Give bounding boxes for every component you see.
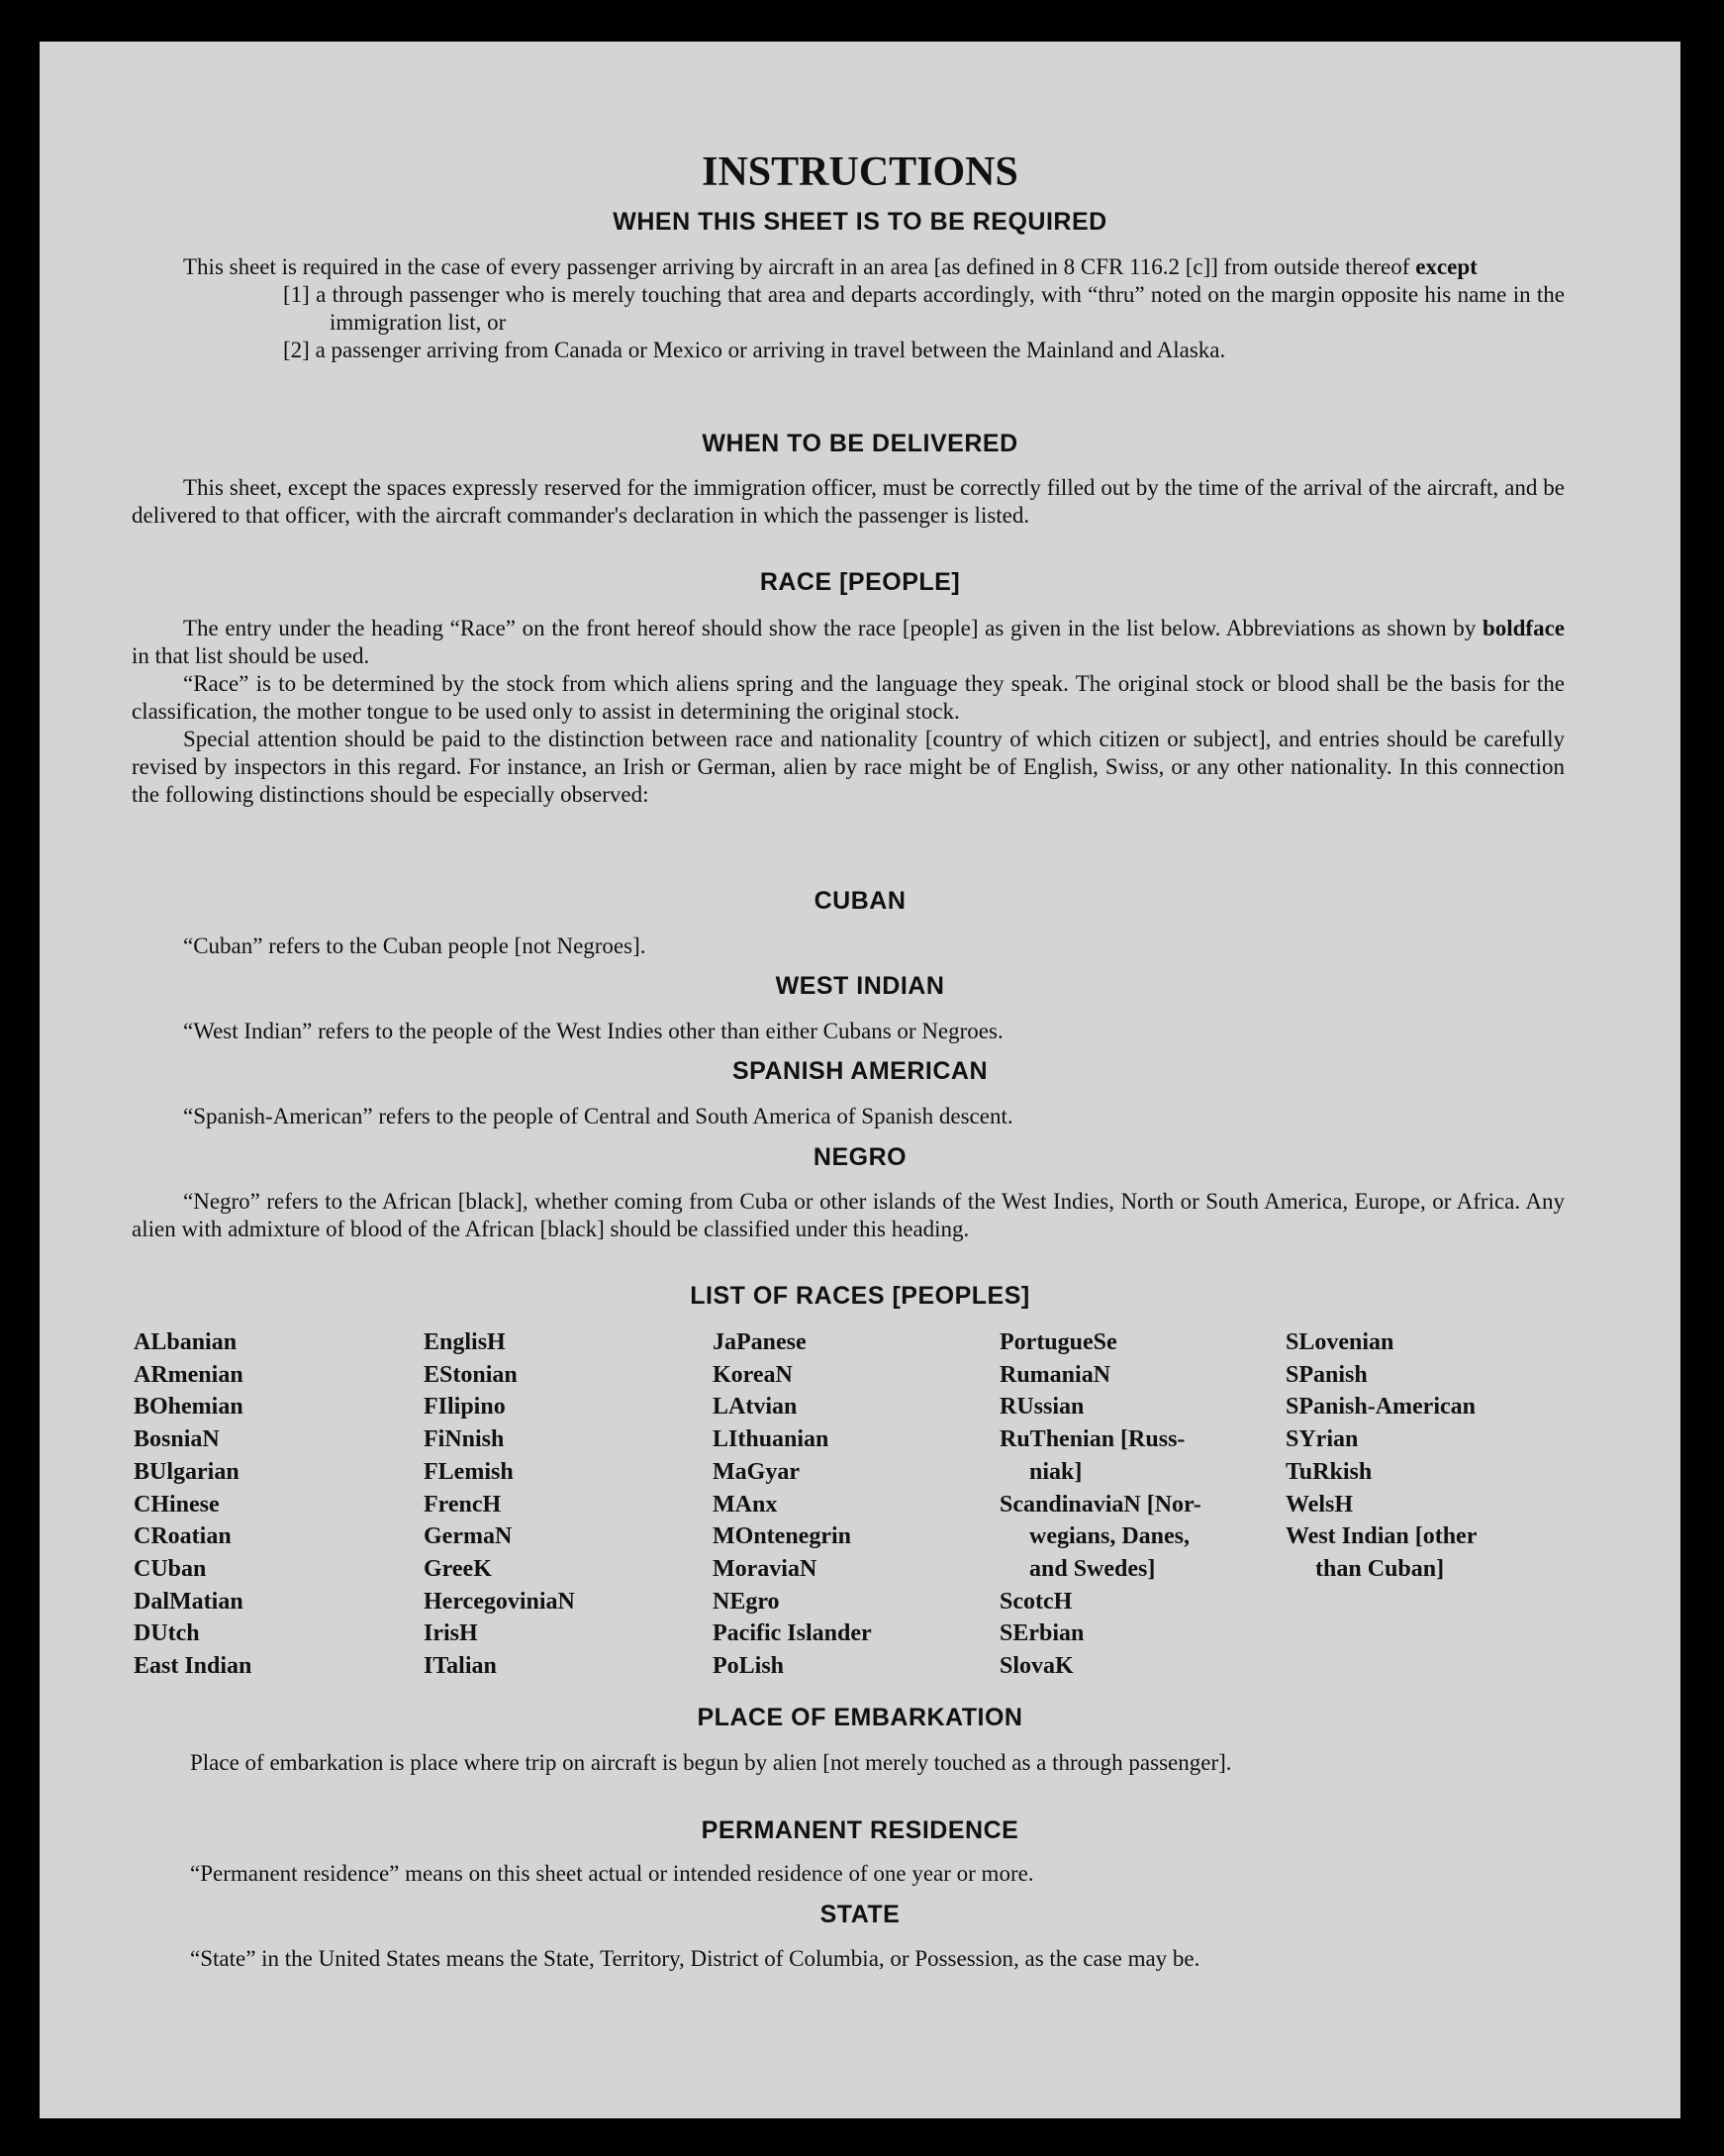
race-list-item: JaPanese [713, 1329, 807, 1355]
race-list-item: and Swedes] [1029, 1555, 1156, 1582]
race-list-item: ALbanian [134, 1329, 238, 1355]
race-list-item: HercegoviniaN [424, 1588, 575, 1615]
race-list-column [713, 1326, 872, 1683]
page-title: INSTRUCTIONS [702, 149, 1018, 195]
race-list-item: BOhemian [134, 1394, 243, 1421]
race-list-item: LAtvian [713, 1394, 798, 1421]
race-section [132, 615, 1565, 809]
heading-list-of-races: LIST OF RACES [PEOPLES] [690, 1282, 1030, 1310]
race-list-column [134, 1326, 251, 1683]
heading-state: STATE [819, 1901, 901, 1928]
race-list-item: KoreaN [713, 1361, 793, 1388]
race-list-item: CUban [134, 1555, 207, 1582]
state-text: “State” in the United States means the State, Territory, District of Columbia, or Possession, as the case may be. [190, 1946, 1200, 1971]
race-list-item: wegians, Danes, [1029, 1523, 1191, 1550]
exception-item-2: [2] a passenger arriving from Canada or Mexico or arriving in travel between the Mainland and Alaska. [283, 338, 1226, 362]
race-list-item: BUlgarian [134, 1458, 239, 1485]
race-list-item: FLemish [424, 1458, 514, 1485]
heading-spanish-american: SPANISH AMERICAN [731, 1057, 988, 1085]
race-list-item: IrisH [424, 1620, 478, 1647]
race-list-item: GreeK [424, 1555, 492, 1582]
race-list-item: DalMatian [134, 1588, 243, 1615]
race-list-item: than Cuban] [1315, 1555, 1445, 1582]
race-list-item: ITalian [424, 1653, 497, 1680]
race-list-item: Pacific Islander [713, 1620, 872, 1647]
race-list-item: ARmenian [134, 1361, 243, 1388]
race-list-item: NEgro [713, 1588, 780, 1615]
race-list-column [1286, 1326, 1477, 1586]
race-list-item: SPanish-American [1286, 1394, 1476, 1421]
race-list-item: WelsH [1286, 1491, 1354, 1518]
race-list-item: MaGyar [713, 1458, 800, 1485]
race-list-item: MoraviaN [713, 1555, 817, 1582]
race-list-item: LIthuanian [713, 1426, 829, 1453]
delivered-text: This sheet, except the spaces expressly reserved for the immigration officer, must be correctly filled out by the time of the arrival of the aircraft, and be delivered to that officer, with the aircraft commander's declaration in which the passenger is listed. [132, 475, 1565, 528]
race-list-item: East Indian [134, 1653, 252, 1680]
race-list-item: MOntenegrin [713, 1523, 851, 1550]
race-list-item: PoLish [713, 1653, 785, 1680]
race-list-item: West Indian [other [1286, 1523, 1478, 1550]
required-intro-text: This sheet is required in the case of every passenger arriving by aircraft in an area [as defined in 8 CFR 116.2 [c]] from outside thereof [183, 254, 1410, 279]
required-intro [132, 253, 1565, 281]
race-list-item: MAnx [713, 1491, 778, 1518]
race-list-item: FIlipino [424, 1394, 506, 1421]
race-list-item: DUtch [134, 1620, 200, 1647]
race-list-item: RumaniaN [1000, 1361, 1111, 1388]
race-list-item: FrencH [424, 1491, 502, 1518]
heading-when-delivered: WHEN TO BE DELIVERED [702, 430, 1018, 457]
race-list-item: SLovenian [1286, 1329, 1394, 1355]
race-list-column [424, 1326, 575, 1683]
race-list-item: SYrian [1286, 1426, 1359, 1453]
race-list-item: RuThenian [Russ- [1000, 1426, 1186, 1453]
heading-embarkation: PLACE OF EMBARKATION [697, 1704, 1023, 1731]
race-paragraph-2: “Race” is to be determined by the stock from which aliens spring and the language they speak. The original stock or blood shall be the basis for the classification, the mother tongue to be used only to assist in determining the original stock. [132, 671, 1565, 724]
race-list-item: TuRkish [1286, 1458, 1373, 1485]
race-p1-boldface: boldface [1482, 616, 1565, 640]
race-list-item: ScotcH [1000, 1588, 1073, 1615]
race-paragraph-3: Special attention should be paid to the distinction between race and nationality [country of which citizen or subject], and entries should be carefully revised by inspectors in this regard. For instance, an Irish or German, alien by race might be of English, Swiss, or any other nationality. In this connection the following distinctions should be especially observed: [132, 727, 1565, 807]
race-paragraph-1 [132, 615, 1565, 670]
race-list-item: EnglisH [424, 1329, 506, 1355]
race-list-column [1000, 1326, 1201, 1683]
negro-text: “Negro” refers to the African [black], whether coming from Cuba or other islands of the West Indies, North or South America, Europe, or Africa. Any alien with admixture of blood of the African [black] should be classified under this heading. [132, 1189, 1565, 1241]
cuban-text: “Cuban” refers to the Cuban people [not Negroes]. [183, 933, 646, 958]
race-list-item: EStonian [424, 1361, 518, 1388]
race-list-item: niak] [1029, 1458, 1083, 1485]
race-list-item: ScandinaviaN [Nor- [1000, 1491, 1201, 1518]
race-list-item: SPanish [1286, 1361, 1368, 1388]
race-list-item: RUssian [1000, 1394, 1085, 1421]
heading-negro: NEGRO [813, 1143, 908, 1171]
heading-when-required: WHEN THIS SHEET IS TO BE REQUIRED [613, 208, 1107, 236]
race-p1-a: The entry under the heading “Race” on the front hereof should show the race [people] as given in the list below. Abbreviations as shown by [183, 616, 1477, 640]
exception-item-1: [1] a through passenger who is merely touching that area and departs accordingly, with “thru” noted on the margin opposite his name in the immigration list, or [283, 282, 1565, 335]
west-indian-text: “West Indian” refers to the people of the West Indies other than either Cubans or Negroes. [183, 1019, 1004, 1043]
embarkation-text: Place of embarkation is place where trip on aircraft is begun by alien [not merely touched as a through passenger]. [190, 1750, 1232, 1775]
required-intro-except: except [1415, 254, 1478, 279]
required-section [132, 253, 1565, 364]
race-list-item: SErbian [1000, 1620, 1085, 1647]
residence-text: “Permanent residence” means on this sheet actual or intended residence of one year or more. [190, 1861, 1034, 1886]
heading-cuban: CUBAN [814, 887, 907, 915]
heading-race: RACE [PEOPLE] [759, 568, 961, 596]
race-p1-c: in that list should be used. [132, 643, 370, 668]
race-list-item: GermaN [424, 1523, 513, 1550]
race-list-item: PortugueSe [1000, 1329, 1117, 1355]
race-list-item: CRoatian [134, 1523, 232, 1550]
race-list-item: BosniaN [134, 1426, 220, 1453]
heading-permanent-residence: PERMANENT RESIDENCE [701, 1816, 1019, 1844]
race-list-item: CHinese [134, 1491, 220, 1518]
race-list-item: SlovaK [1000, 1653, 1074, 1680]
heading-west-indian: WEST INDIAN [775, 972, 945, 1000]
spanish-american-text: “Spanish-American” refers to the people of Central and South America of Spanish descent. [183, 1104, 1013, 1128]
race-list-item: FiNnish [424, 1426, 505, 1453]
